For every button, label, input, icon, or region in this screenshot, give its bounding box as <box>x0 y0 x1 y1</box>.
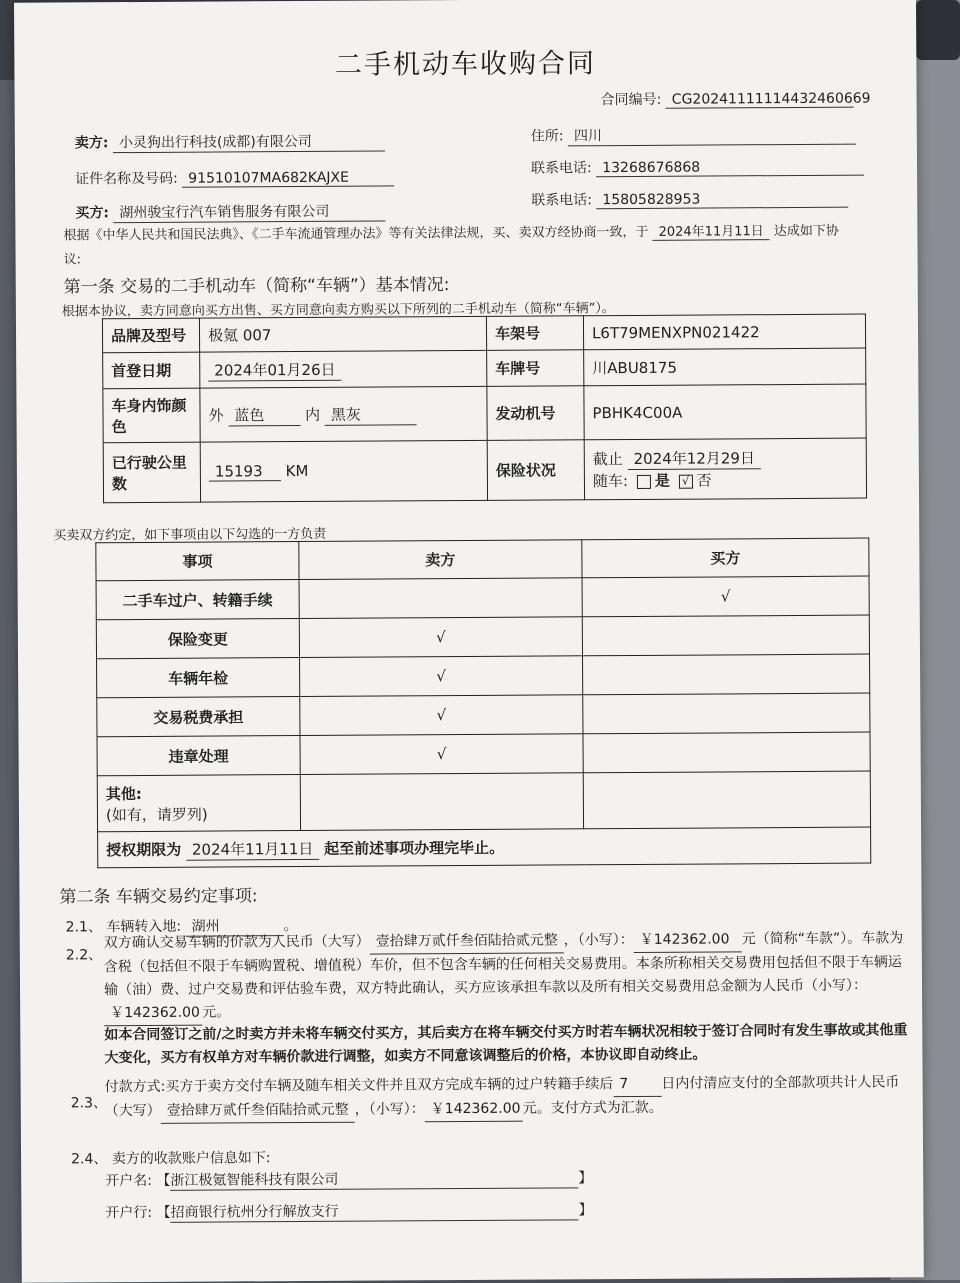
transfer-destination: 湖州 <box>185 915 283 937</box>
keyboard-key <box>916 0 960 60</box>
other-buyer <box>583 771 870 829</box>
contract-no-value: CG20241111114432460669 <box>666 91 854 109</box>
clause-2-4: 2.4、 卖方的收款账户信息如下: <box>71 1150 271 1168</box>
intro-line: 根据《中华人民共和国民法典》、《二手车流通管理办法》等有关法律法规，买、卖双方经协商一致，于 2024年11月11日 达成如下协 <box>63 220 839 245</box>
seller-phone-value: 13268676868 <box>596 159 864 178</box>
buyer-name: 湖州骏宝行汽车销售服务有限公司 <box>113 200 385 223</box>
plate-value: 川ABU8175 <box>584 348 866 386</box>
authorization-date: 2024年11月11日 <box>186 837 319 860</box>
bank-row: 开户行: 【招商银行杭州分行解放支行 】 <box>105 1199 592 1223</box>
seller-row: 卖方: 小灵狗出行科技(成都)有限公司 <box>75 130 385 153</box>
authorization-row: 授权期限为 2024年11月11日 起至前述事项办理完毕止。 <box>98 827 871 868</box>
payment-days: 7 <box>613 1073 661 1097</box>
reg-date-value: 2024年01月26日 <box>208 358 341 381</box>
insurance-date: 2024年12月29日 <box>628 447 761 470</box>
engine-value: PBHK4C00A <box>584 384 866 440</box>
other-cell: 其他: (如有，请罗列) <box>97 775 300 832</box>
row-buyer-mark <box>583 732 870 773</box>
responsibility-table <box>95 538 871 869</box>
price-uppercase: 壹拾肆万贰仟叁佰陆拾贰元整 <box>370 929 564 954</box>
clause-2-2-no: 2.2、 <box>65 947 103 964</box>
row-seller-mark: √ <box>299 617 582 658</box>
clause-2-3: 付款方式:买方于卖方交付车辆及随车相关文件并且双方完成车辆的过户转籍手续后 7 日内付清应支付的全部款项共计人民币（大写） 壹拾肆万贰仟叁佰陆拾贰元整 ，（小写）： ￥142362.00 元。支付方式为汇款。 <box>105 1071 915 1124</box>
address-row: 住所: 四川 <box>531 124 856 147</box>
seller-name: 小灵狗出行科技(成都)有限公司 <box>113 130 385 153</box>
row-item: 保险变更 <box>96 619 299 659</box>
row-item: 交易税费承担 <box>97 697 300 737</box>
vehicle-table <box>102 314 867 504</box>
color-label: 车身内饰颜色 <box>103 388 200 443</box>
color-cell: 外 蓝色 内 黑灰 <box>200 386 487 442</box>
row-buyer-mark <box>583 693 870 734</box>
contract-no: 合同编号: CG20241111114432460669 <box>600 90 871 109</box>
contract-page <box>14 0 924 1283</box>
header-seller: 卖方 <box>299 540 582 580</box>
row-item: 车辆年检 <box>97 658 300 698</box>
bank-name: 招商银行杭州分行解放支行 <box>171 1199 579 1222</box>
header-item: 事项 <box>96 542 299 581</box>
other-seller <box>300 773 583 831</box>
address-value: 四川 <box>568 124 856 147</box>
total-amount: ￥142362.00 <box>104 1002 202 1027</box>
buyer-row: 买方: 湖州骏宝行汽车销售服务有限公司 <box>75 200 385 223</box>
checkbox-yes <box>637 474 651 488</box>
row-item: 违章处理 <box>97 736 300 776</box>
seller-phone-row: 联系电话: 13268676868 <box>531 156 864 178</box>
vin-value: L6T79MENXPN021422 <box>583 314 865 350</box>
row-buyer-mark <box>583 654 870 695</box>
vin-label: 车架号 <box>486 316 583 351</box>
intro-tail: 议: <box>63 252 82 268</box>
brand-value: 极氪 007 <box>199 316 486 352</box>
interior-color: 黑灰 <box>325 403 417 426</box>
row-buyer-mark: √ <box>582 576 869 617</box>
exterior-color: 蓝色 <box>228 404 300 426</box>
price-amount: ￥142362.00 <box>634 928 742 953</box>
mileage-label: 已行驶公里数 <box>103 442 200 503</box>
article-1-title: 第一条 交易的二手机动车（简称“车辆”）基本情况: <box>63 275 450 298</box>
clause-2-2-bold: 如本合同签订之前/之时卖方并未将车辆交付买方，其后卖方在将车辆交付买方时若车辆状况相较于签订合同时有发生事故或其他重大变化，买方有权单方对车辆价款进行调整，如卖方不同意该调整后的价格，本协议即自动终止。 <box>104 1022 908 1067</box>
account-name: 浙江极氪智能科技有限公司 <box>170 1167 578 1190</box>
row-seller-mark <box>299 578 582 619</box>
insurance-label: 保险状况 <box>487 440 584 501</box>
responsibility-intro: 买卖双方约定，如下事项由以下勾选的一方负责 <box>53 526 327 544</box>
page-title: 二手机动车收购合同 <box>334 48 596 81</box>
mileage-value: 15193 <box>209 462 281 481</box>
payment-amount: ￥142362.00 <box>425 1098 523 1123</box>
row-item: 二手车过户、转籍手续 <box>96 580 299 620</box>
reg-date-cell <box>200 350 487 388</box>
plate-label: 车牌号 <box>487 350 584 387</box>
id-doc-value: 91510107MA682KAJXE <box>182 169 394 187</box>
clause-2-2: 双方确认交易车辆的价款为人民币（大写） 壹拾肆万贰仟叁佰陆拾贰元整 ，（小写）： ￥142362.00 元（简称“车款”）。车款为含税（包括但不限于车辆购置税、增值税）车价，但不包含车辆的任何相关交易费用。本条所称相关交易费用包括但不限于车辆运输（油）费、过户交易费和评估验车费，双方特此确认，买方应该承担车款以及所有相关交易费用总金额为人民币（小写）：￥142362.00 元。 <box>104 927 915 1026</box>
checkbox-no: √ <box>679 474 693 488</box>
intro-date: 2024年11月11日 <box>653 220 770 241</box>
mileage-cell: 15193 KM <box>200 440 487 502</box>
engine-label: 发动机号 <box>487 386 584 441</box>
clause-2-1: 2.1、 车辆转入地: 湖州 。 <box>66 915 298 937</box>
article-1-intro: 根据本协议，卖方同意向买方出售、买方同意向卖方购买以下所列的二手机动车（简称“车辆”）。 <box>61 301 615 320</box>
payment-uppercase: 壹拾肆万贰仟叁佰陆拾贰元整 <box>161 1099 355 1124</box>
row-seller-mark: √ <box>300 695 583 736</box>
article-2-title: 第二条 车辆交易约定事项: <box>59 886 258 908</box>
row-seller-mark: √ <box>300 734 583 775</box>
brand-label: 品牌及型号 <box>102 318 199 353</box>
account-name-row: 开户名: 【浙江极氪智能科技有限公司 】 <box>105 1167 592 1191</box>
clause-2-3-no: 2.3、 <box>70 1095 108 1112</box>
id-doc-row: 证件名称及号码: 91510107MA682KAJXE <box>75 166 394 188</box>
row-buyer-mark <box>582 615 869 656</box>
header-buyer: 买方 <box>582 538 869 578</box>
insurance-cell: 截止 2024年12月29日 随车: 是 √ 否 <box>584 438 866 500</box>
buyer-phone-value: 15805828953 <box>596 191 848 210</box>
row-seller-mark: √ <box>300 656 583 697</box>
reg-date-label: 首登日期 <box>103 352 200 389</box>
buyer-phone-row: 联系电话: 15805828953 <box>531 188 848 210</box>
